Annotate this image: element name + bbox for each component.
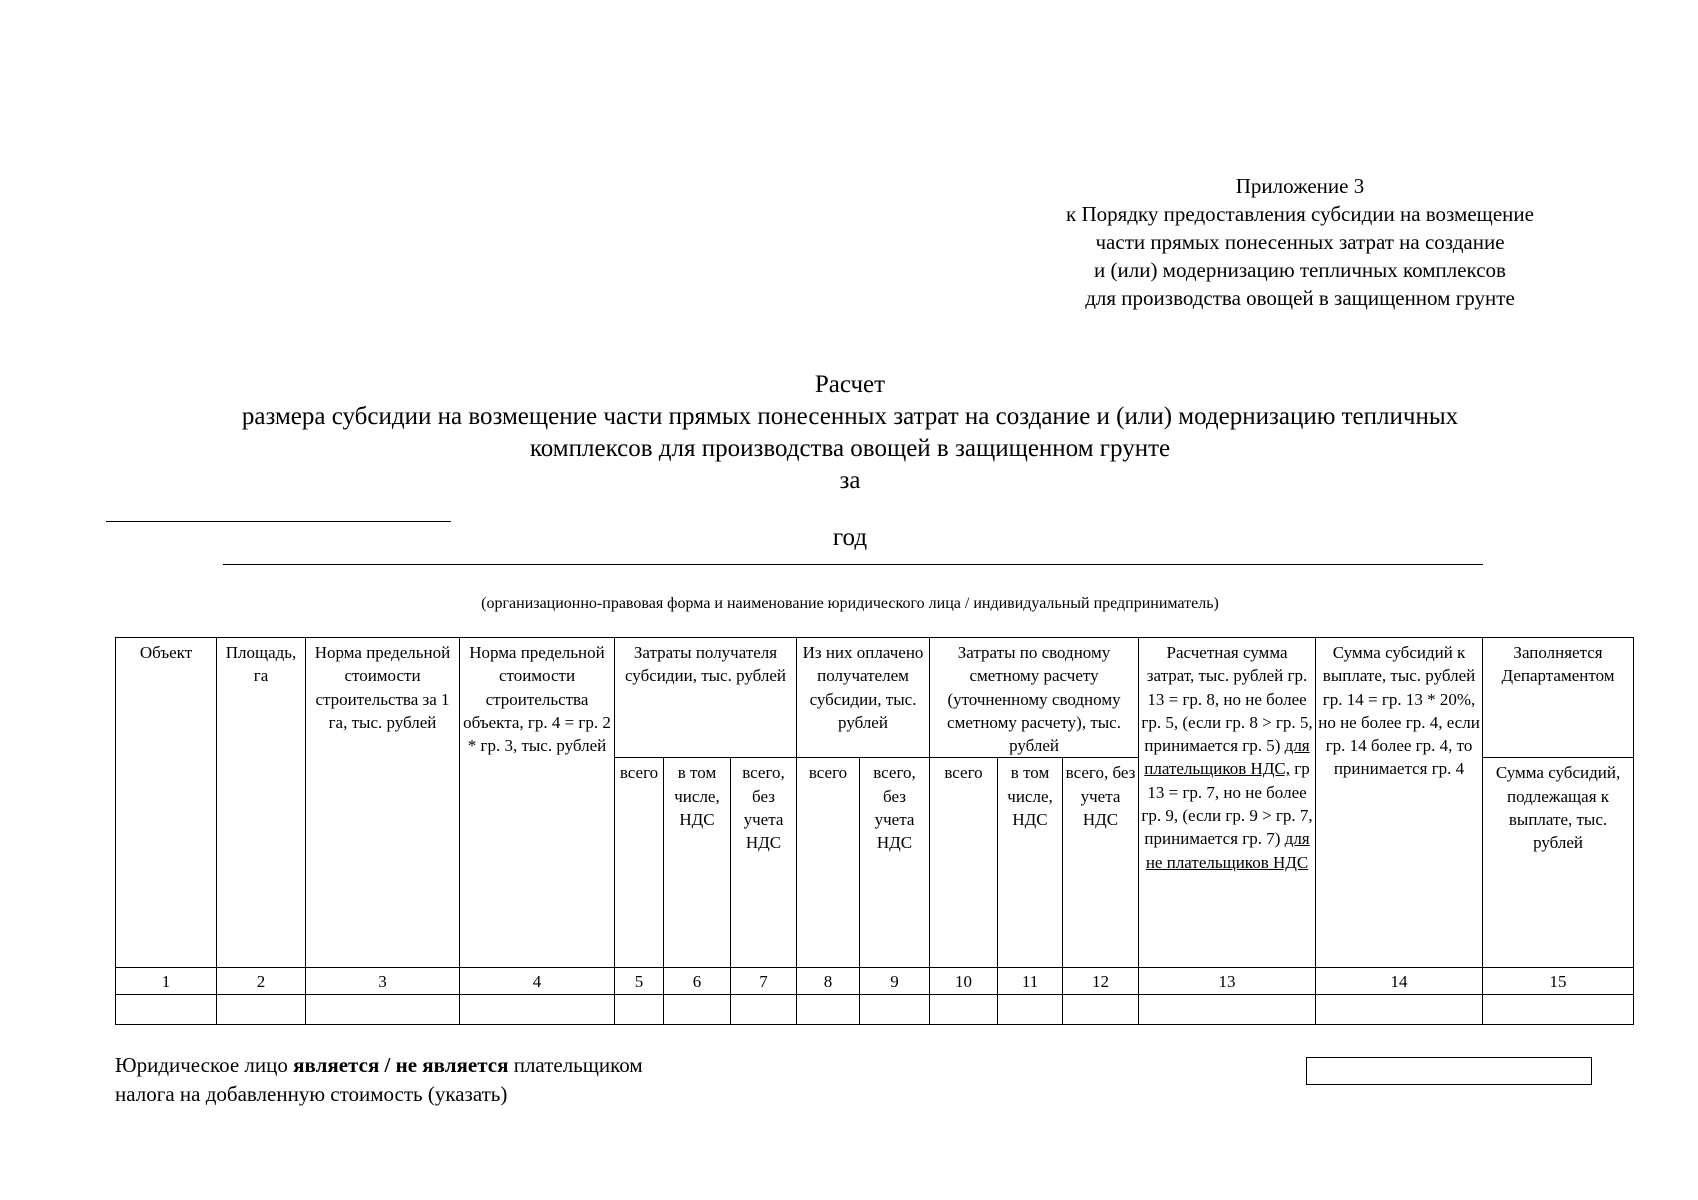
table-row (116, 995, 1634, 1025)
column-number: 7 (731, 968, 797, 995)
column-number: 6 (664, 968, 731, 995)
table-cell[interactable] (930, 995, 998, 1025)
table-cell[interactable] (1139, 995, 1316, 1025)
org-caption: (организационно-правовая форма и наименование юридического лица / индивидуальный предприниматель) (481, 595, 1219, 612)
vat-text-before: Юридическое лицо (115, 1053, 294, 1077)
table-cell[interactable] (860, 995, 930, 1025)
appendix-line: Приложение 3 (1235, 174, 1365, 198)
subheader-incl-vat: в том числе, НДС (998, 758, 1063, 968)
table-cell[interactable] (116, 995, 217, 1025)
header-recipient-costs: Затраты получателя субсидии, тыс. рублей (615, 638, 797, 758)
vat-text-after: плательщиком (508, 1053, 643, 1077)
appendix-line: части прямых понесенных затрат на создание (1095, 230, 1505, 254)
year-input-line[interactable] (106, 497, 451, 522)
table-cell[interactable] (460, 995, 615, 1025)
column-number: 5 (615, 968, 664, 995)
column-number: 4 (460, 968, 615, 995)
header-area: Площадь, га (217, 638, 306, 968)
column-number: 9 (860, 968, 930, 995)
appendix-header (1000, 172, 1600, 312)
col13-non-vat-payers: для не плательщиков НДС (1145, 829, 1310, 872)
col13-text-1: Расчетная сумма затрат, тыс. рублей гр. 13 = гр. 8, но не более гр. 5, (если гр. 8 > гр. 5, принимается гр. 5) (1141, 643, 1313, 756)
appendix-line: к Порядку предоставления субсидии на возмещение (1066, 202, 1534, 226)
table-cell[interactable] (797, 995, 860, 1025)
column-number: 3 (306, 968, 460, 995)
column-number-row (116, 968, 1634, 995)
title-line-1: размера субсидии на возмещение части прямых понесенных затрат на создание и (или) модернизацию тепличных (241, 403, 1459, 430)
calculation-table (115, 637, 1634, 1025)
title-heading: Расчет (814, 371, 886, 398)
column-number: 8 (797, 968, 860, 995)
table-cell[interactable] (306, 995, 460, 1025)
title-line-2: комплексов для производства овощей в защищенном грунте (529, 435, 1171, 462)
vat-choice: является / не является (293, 1053, 509, 1077)
subheader-total: всего (930, 758, 998, 968)
subheader-total: всего (615, 758, 664, 968)
column-number: 13 (1139, 968, 1316, 995)
table-cell[interactable] (1316, 995, 1483, 1025)
column-number: 2 (217, 968, 306, 995)
col13-text-2: гр 13 = гр. 7, но не более гр. 9, (если гр. 9 > гр. 7, принимается гр. 7) (1141, 759, 1313, 849)
column-number: 1 (116, 968, 217, 995)
subheader-total-no-vat: всего, без учета НДС (860, 758, 930, 968)
year-prefix: за (839, 467, 861, 494)
header-paid: Из них оплачено получателем субсидии, тыс. рублей (797, 638, 930, 758)
table-cell[interactable] (998, 995, 1063, 1025)
subheader-subsidy-payable: Сумма субсидий, подлежащая к выплате, тыс. рублей (1483, 758, 1634, 968)
column-number: 12 (1063, 968, 1139, 995)
header-norm-object: Норма предельной стоимости строительства объекта, гр. 4 = гр. 2 * гр. 3, тыс. рублей (460, 638, 615, 968)
header-norm-per-ha: Норма предельной стоимости строительства за 1 га, тыс. рублей (306, 638, 460, 968)
column-number: 11 (998, 968, 1063, 995)
vat-statement (115, 1051, 815, 1109)
title-year-line (100, 465, 1600, 554)
org-name-line[interactable] (223, 564, 1483, 565)
table-cell[interactable] (1063, 995, 1139, 1025)
subheader-total: всего (797, 758, 860, 968)
table-header-row (116, 638, 1634, 758)
column-number: 15 (1483, 968, 1634, 995)
header-department: Заполняется Департаментом (1483, 638, 1634, 758)
subheader-total-no-vat: всего, без учета НДС (1063, 758, 1139, 968)
table-cell[interactable] (615, 995, 664, 1025)
table-cell[interactable] (664, 995, 731, 1025)
appendix-line: и (или) модернизацию тепличных комплексов (1094, 258, 1506, 282)
col13-vat-payers: для плательщиков НДС, (1144, 736, 1310, 779)
header-object: Объект (116, 638, 217, 968)
header-estimated-sum (1139, 638, 1316, 968)
column-number: 14 (1316, 968, 1483, 995)
year-suffix: год (832, 524, 868, 551)
document-title (100, 369, 1600, 554)
vat-text-line2: налога на добавленную стоимость (указать) (115, 1082, 508, 1106)
subheader-incl-vat: в том числе, НДС (664, 758, 731, 968)
subheader-total-no-vat: всего, без учета НДС (731, 758, 797, 968)
header-subsidy-sum: Сумма субсидий к выплате, тыс. рублей гр. 14 = гр. 13 * 20%, но не более гр. 4, если гр. 14 более гр. 4, то принимается гр. 4 (1316, 638, 1483, 968)
table-cell[interactable] (217, 995, 306, 1025)
header-estimate-costs: Затраты по сводному сметному расчету (уточненному сводному сметному расчету), тыс. рублей (930, 638, 1139, 758)
vat-answer-box[interactable] (1306, 1057, 1592, 1085)
appendix-line: для производства овощей в защищенном грунте (1085, 286, 1515, 310)
table-cell[interactable] (1483, 995, 1634, 1025)
table-cell[interactable] (731, 995, 797, 1025)
column-number: 10 (930, 968, 998, 995)
